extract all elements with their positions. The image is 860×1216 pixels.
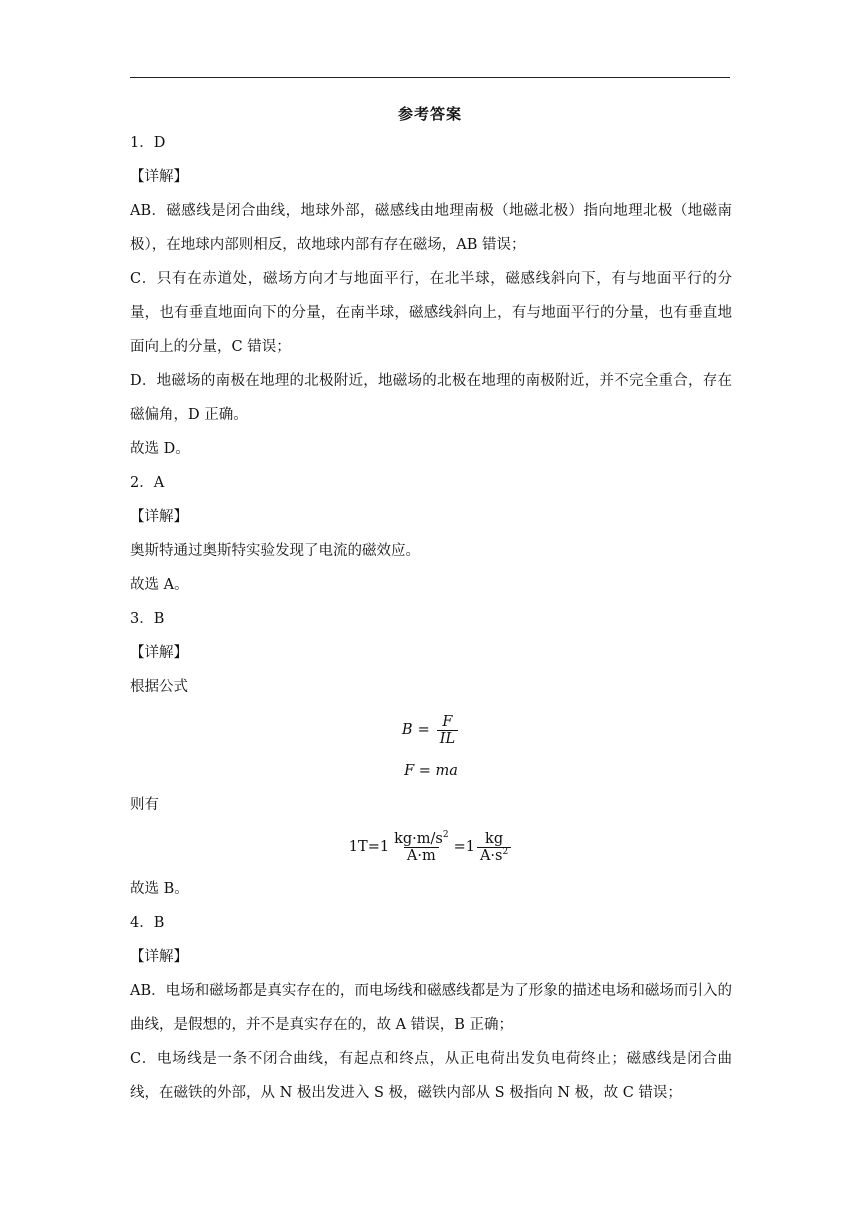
units-coef-1: =1 — [367, 839, 390, 855]
answer-3-intro: 根据公式 — [130, 679, 188, 695]
answer-1-conclusion: 故选 D。 — [130, 441, 190, 457]
formula-lhs: B — [401, 722, 413, 738]
answer-4-para-1: AB．电场和磁场都是真实存在的，而电场线和磁感线都是为了形象的描述电场和磁场而引入的曲线，是假想的，并不是真实存在的，故 A 错误，B 正确； — [130, 983, 732, 1033]
units-fraction-2-denominator: $A\cdot s^2$ — [477, 847, 511, 864]
units-coef-2: =1 — [453, 839, 475, 855]
fraction-numerator: F — [442, 713, 453, 730]
answer-3-conclusion: 故选 B。 — [130, 881, 189, 897]
answer-1-label: 【详解】 — [130, 169, 188, 185]
answer-2-label: 【详解】 — [130, 509, 188, 525]
units-fraction-1 — [391, 831, 452, 864]
formula-equals: = — [417, 722, 430, 738]
answer-3-label: 【详解】 — [130, 645, 188, 661]
formula-b-equals-f-over-il — [130, 706, 732, 754]
units-fraction-1-denominator: A·m — [404, 847, 439, 864]
page-title: 参考答案 — [397, 105, 462, 123]
units-lhs: 1T — [348, 839, 368, 855]
answer-1-para-2: C．只有在赤道处，磁场方向才与地面平行，在北半球，磁感线斜向下，有与地面平行的分量，也有垂直地面向下的分量，在南半球，磁感线斜向上，有与地面平行的分量，也有垂直地面向上的分量，C 错误； — [130, 271, 732, 355]
answer-4-number: 4．B — [130, 915, 165, 931]
units-fraction-2 — [477, 831, 511, 864]
answer-1-number: 1．D — [130, 135, 166, 151]
answer-2-para-1: 奥斯特通过奥斯特实验发现了电流的磁效应。 — [130, 543, 420, 559]
header-rule — [130, 77, 730, 78]
answer-3-number: 3．B — [130, 611, 165, 627]
formula-f-equals-ma: F = ma — [404, 763, 458, 779]
formula-tesla-units — [130, 822, 732, 872]
answer-2-conclusion: 故选 A。 — [130, 577, 189, 593]
answer-4-label: 【详解】 — [130, 949, 188, 965]
units-fraction-1-numerator: $kg\cdot m/s^2$ — [394, 829, 449, 847]
answer-1-para-3: D．地磁场的南极在地理的北极附近，地磁场的北极在地理的南极附近，并不完全重合，存在磁偏角，D 正确。 — [130, 373, 732, 423]
answer-2-number: 2．A — [130, 475, 165, 491]
fraction-denominator: IL — [437, 730, 458, 747]
formula-fraction — [437, 714, 458, 747]
answer-content — [130, 126, 732, 1110]
units-fraction-2-numerator: kg — [485, 830, 504, 847]
answer-3-then: 则有 — [130, 797, 159, 813]
answer-4-para-2: C．电场线是一条不闭合曲线，有起点和终点，从正电荷出发负电荷终止；磁感线是闭合曲线，在磁铁的外部，从 N 极出发进入 S 极，磁铁内部从 S 极指向 N 极，故 C 错误； — [130, 1051, 732, 1101]
answer-1-para-1: AB．磁感线是闭合曲线，地球外部，磁感线由地理南极（地磁北极）指向地理北极（地磁南极），在地球内部则相反，故地球内部有存在磁场，AB 错误； — [130, 203, 732, 253]
